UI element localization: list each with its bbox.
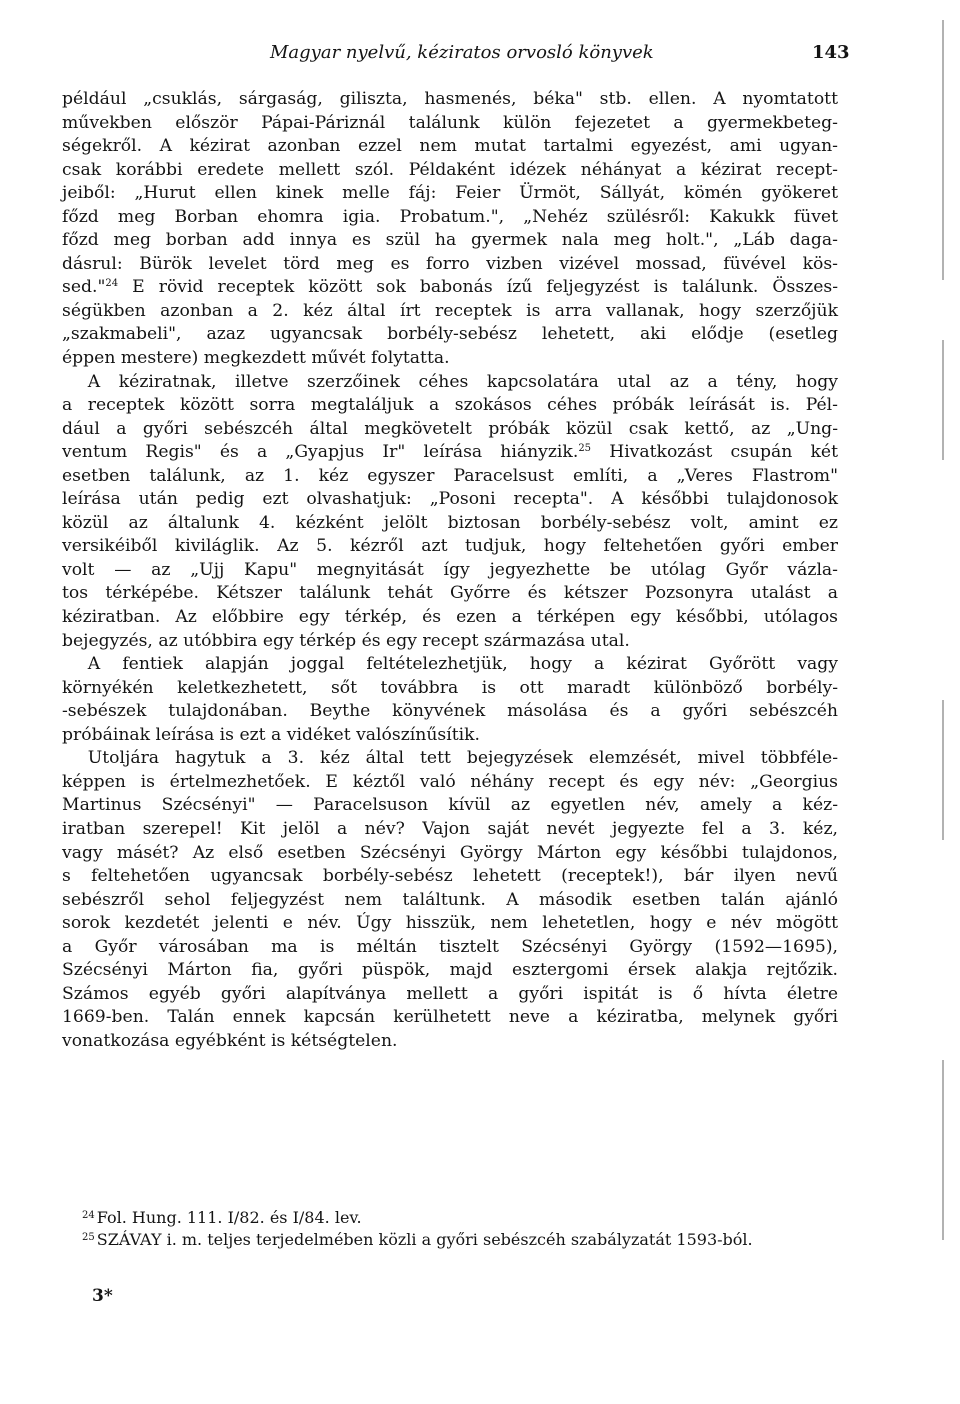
text-line-content: bejegyzés, az utóbbira egy térkép és egy recept származása utal. [62, 630, 630, 651]
text-line-content: kéziratban. Az előbbire egy térkép, és ezen a térképen egy későbbi, utólagos [62, 607, 838, 628]
text-line [62, 818, 838, 842]
text-line [62, 1030, 838, 1054]
page-number: 143 [812, 42, 850, 63]
text-line [62, 323, 838, 347]
text-line-content: főzd meg borban add innya es szül ha gyermek nala meg holt.", „Láb daga- [62, 230, 838, 251]
footnote-reference: 24 [105, 278, 119, 290]
text-line [62, 582, 838, 606]
footnote-text: SZÁVAY i. m. teljes terjedelmében közli a győri sebészcéh szabályzatát 1593-ból. [96, 1230, 753, 1249]
text-line-content: környékén keletkezhetett, sőt továbbra is ott maradt különböző borbély- [62, 677, 838, 698]
text-line-content: „szakmabeli", azaz ugyancsak borbély-sebész lehetett, aki elődje (esetleg [62, 324, 838, 345]
text-line [62, 135, 838, 159]
text-line-content: ségükben azonban a 2. kéz által írt receptek is arra vallanak, hogy szerzőjük [62, 300, 838, 321]
text-line-continuation: E rövid receptek között sok babonás ízű feljegyzést is találunk. Összes- [118, 277, 838, 298]
text-line [62, 889, 838, 913]
text-line [62, 488, 838, 512]
text-line-content: Utoljára hagytuk a 3. kéz által tett bejegyzések elemzését, mivel többféle- [62, 748, 838, 769]
text-line [62, 794, 838, 818]
text-line-content: esetben találunk, az 1. kéz egyszer Paracelsust említi, a „Veres Flastrom" [62, 465, 838, 486]
text-line [62, 865, 838, 889]
text-line [62, 983, 838, 1007]
body-text [62, 88, 838, 1053]
text-line-content: tos térképébe. Kétszer találunk tehát Győrre és kétszer Pozsonyra utalást a [62, 583, 838, 604]
text-line [62, 1006, 838, 1030]
footnote [82, 1206, 842, 1228]
text-line-content: például „csuklás, sárgaság, giliszta, hasmenés, béka" stb. ellen. A nyomtatott [62, 89, 838, 109]
text-line [62, 535, 838, 559]
text-line [62, 747, 838, 771]
text-line [62, 606, 838, 630]
text-line-content: vagy másét? Az első esetben Szécsényi György Márton egy későbbi tulajdonos, [62, 842, 838, 863]
text-line-content: ventum Regis" és a „Gyapjus Ir" leírása hiányzik. [62, 442, 579, 463]
text-line-content: éppen mestere) megkezdett művét folytatta. [62, 348, 450, 369]
text-line [62, 677, 838, 701]
text-line [62, 700, 838, 724]
text-line-content: sorok kezdetét jelenti e név. Úgy hisszük, nem lehetetlen, hogy e név mögött [62, 913, 838, 934]
text-line [62, 159, 838, 183]
text-line-content: -sebészek tulajdonában. Beythe könyvének másolása és a győri sebészcéh [62, 701, 838, 722]
text-line [62, 347, 838, 371]
text-line-content: A fentiek alapján joggal feltételezhetjük, hogy a kézirat Győrött vagy [62, 654, 838, 675]
text-line [62, 418, 838, 442]
text-line-content: versikéiből kiviláglik. Az 5. kézről azt tudjuk, hogy feltehetően győri ember [62, 536, 838, 557]
text-line-content: volt — az „Ujj Kapu" megnyitását így jegyezhette be utólag Győr vázla- [62, 559, 838, 580]
text-line-continuation: Hivatkozást csupán két [591, 442, 838, 463]
page-header [0, 40, 960, 70]
running-title: Magyar nyelvű, kéziratos orvosló könyvek [270, 42, 654, 63]
text-line-content: közül az általunk 4. kézként jelölt biztosan borbély-sebész volt, amint ez [62, 512, 838, 533]
text-line-content: Szécsényi Márton fia, győri püspök, majd esztergomi érsek alakja rejtőzik. [62, 960, 838, 981]
text-line [62, 276, 838, 300]
text-line-content: Martinus Szécsényi" — Paracelsuson kívül az egyetlen név, amely a kéz- [62, 795, 838, 816]
text-line [62, 842, 838, 866]
text-line [62, 371, 838, 395]
text-line [62, 182, 838, 206]
text-line [62, 936, 838, 960]
text-line [62, 771, 838, 795]
text-line [62, 441, 838, 465]
text-line-content: dásrul: Bürök levelet törd meg es forro vizben vizével mossad, füvével kös- [62, 253, 838, 274]
text-line-content: vonatkozása egyébként is kétségtelen. [62, 1030, 398, 1051]
text-line-content: ségekről. A kézirat azonban ezzel nem mutat tartalmi egyezést, ami ugyan- [62, 136, 838, 157]
text-line-content: a Győr városában ma is méltán tisztelt Szécsényi György (1592—1695), [62, 936, 838, 957]
text-line-content: sed." [62, 277, 106, 298]
scan-margin-line [942, 1060, 944, 1240]
text-line-content: Számos egyéb győri alapítványa mellett a győri ispitát is ő hívta életre [62, 983, 838, 1004]
text-line [62, 724, 838, 748]
text-line [62, 253, 838, 277]
text-line-content: 1669-ben. Talán ennek kapcsán kerülhetett neve a kéziratba, melynek győri [62, 1007, 838, 1028]
text-line [62, 229, 838, 253]
scan-margin-line [942, 700, 944, 840]
text-line [62, 630, 838, 654]
footnote-number: 25 [82, 1232, 95, 1243]
text-line-content: főzd meg Borban ehomra igia. Probatum.", „Nehéz szülésről: Kakukk füvet [62, 206, 838, 227]
text-line [62, 653, 838, 677]
footnote-number: 24 [82, 1210, 95, 1221]
text-line [62, 559, 838, 583]
scan-margin-line [942, 20, 944, 280]
footnote-text: Fol. Hung. 111. I/82. és I/84. lev. [96, 1208, 362, 1227]
text-line-content: jeiből: „Hurut ellen kinek melle fáj: Feier Ürmöt, Sállyát, kömén gyökeret [62, 183, 838, 204]
text-line [62, 88, 838, 112]
text-line [62, 206, 838, 230]
signature-mark: 3* [92, 1286, 113, 1306]
text-line [62, 512, 838, 536]
text-line [62, 300, 838, 324]
text-line-content: s feltehetően ugyancsak borbély-sebész lehetett (receptek!), bár ilyen nevű [62, 866, 838, 887]
text-line-content: leírása után pedig ezt olvashatjuk: „Posoni recepta". A későbbi tulajdonosok [62, 489, 838, 510]
footnote-reference: 25 [578, 443, 592, 455]
text-line [62, 394, 838, 418]
text-line [62, 112, 838, 136]
text-line-content: A kéziratnak, illetve szerzőinek céhes kapcsolatára utal az a tény, hogy [62, 371, 838, 392]
text-line-content: a receptek között sorra megtaláljuk a szokásos céhes próbák leírását is. Pél- [62, 395, 838, 416]
scan-margin-line [942, 340, 944, 460]
footnote [82, 1228, 842, 1250]
text-line-content: művekben először Pápai-Páriznál találunk külön fejezetet a gyermekbeteg- [62, 112, 838, 133]
text-line-content: képpen is értelmezhetőek. E kéztől való néhány recept és egy név: „Georgius [62, 771, 838, 792]
footnotes [82, 1206, 842, 1250]
text-line-content: csak korábbi eredete mellett szól. Példaként idézek néhányat a kézirat recept- [62, 159, 838, 180]
text-line-content: dául a győri sebészcéh által megkövetelt próbák közül csak kettő, az „Ung- [62, 418, 838, 439]
text-line [62, 465, 838, 489]
text-line [62, 959, 838, 983]
text-line-content: iratban szerepel! Kit jelöl a név? Vajon saját nevét jegyezte fel a 3. kéz, [62, 818, 838, 839]
text-line [62, 912, 838, 936]
text-line-content: próbáinak leírása is ezt a vidéket valószínűsítik. [62, 724, 481, 745]
text-line-content: sebészről sehol feljegyzést nem találtunk. A második esetben talán ajánló [62, 889, 838, 910]
